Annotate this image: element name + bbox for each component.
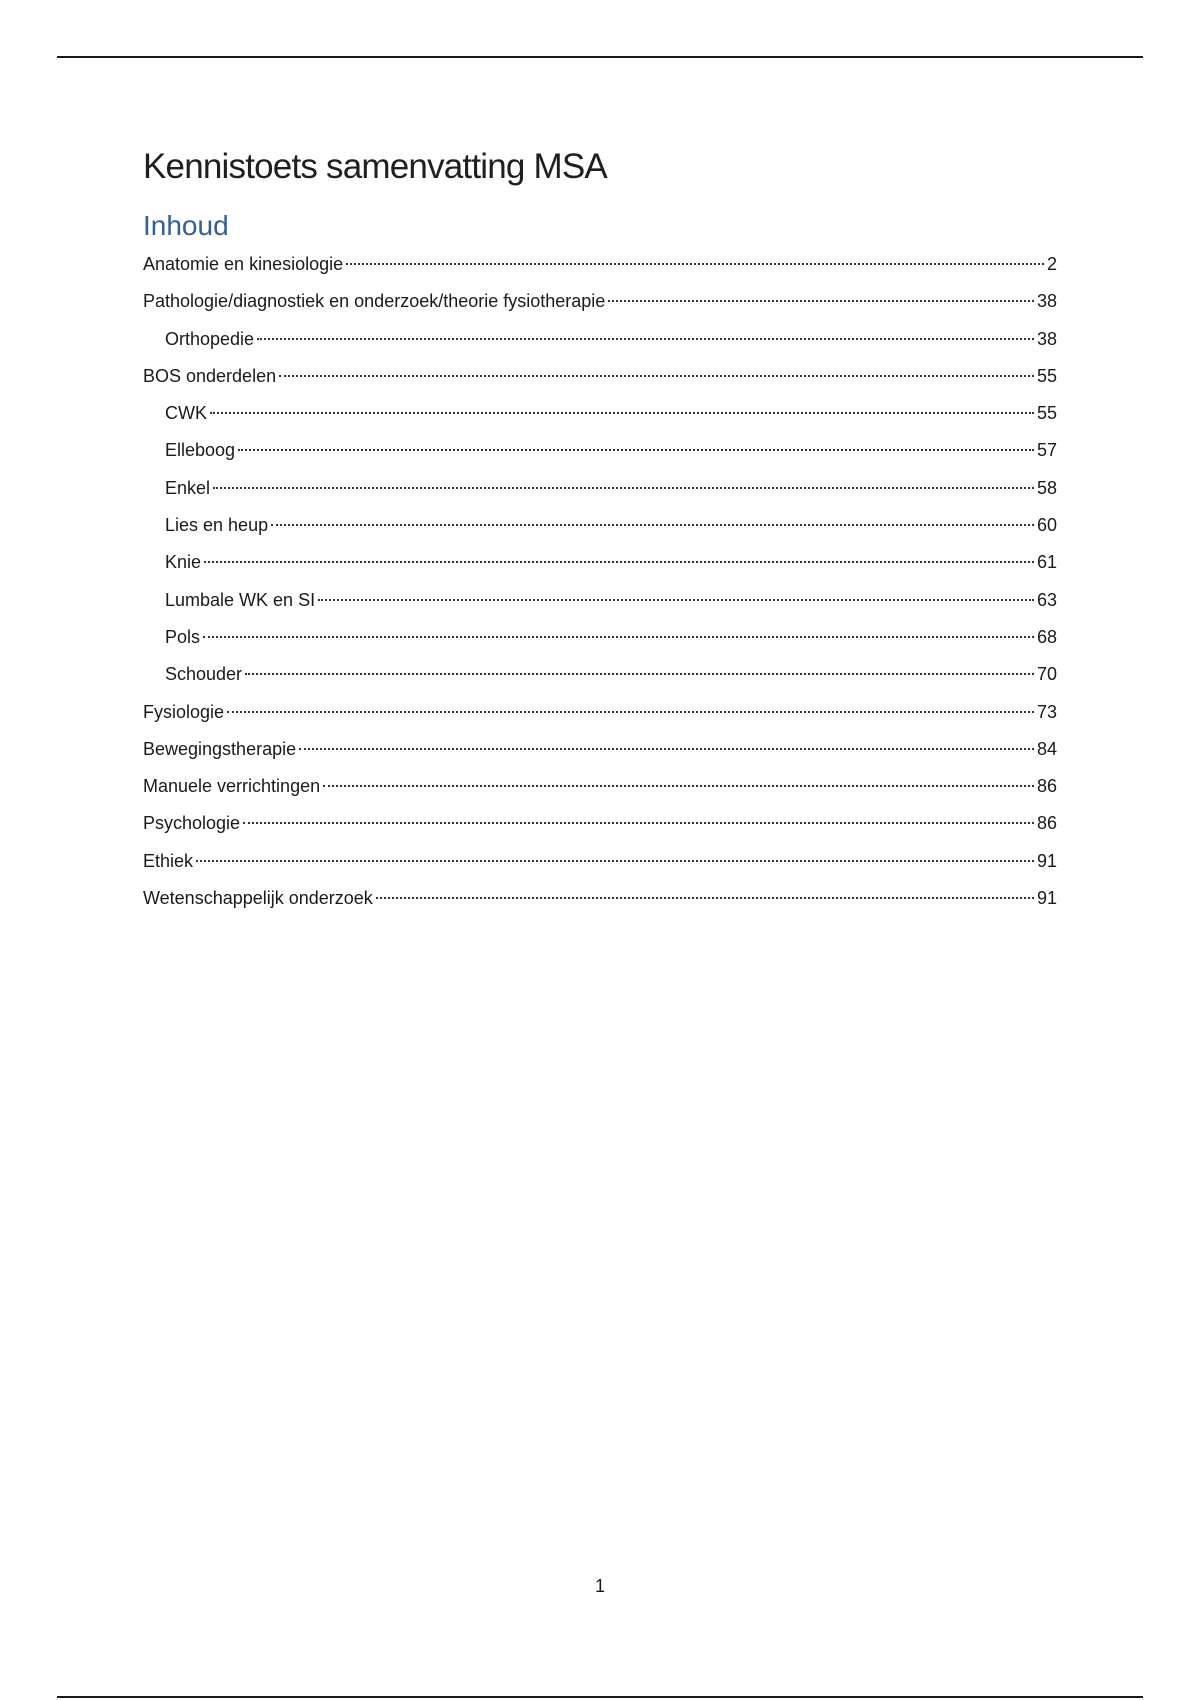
- toc-entry-label: CWK: [165, 403, 207, 424]
- toc-dot-leader: [213, 487, 1034, 489]
- toc-entry-label: Pathologie/diagnostiek en onderzoek/theorie fysiotherapie: [143, 291, 606, 312]
- toc-entry-page-number: 60: [1036, 515, 1057, 536]
- toc-entry-label: Elleboog: [165, 440, 236, 461]
- toc-entry-label: Enkel: [165, 477, 211, 498]
- toc-entry[interactable]: [143, 805, 1057, 842]
- toc-dot-leader: [346, 263, 1044, 265]
- toc-entry-page-number: 91: [1036, 850, 1057, 871]
- toc-entry-page-number: 68: [1036, 626, 1057, 647]
- toc-entry[interactable]: [143, 358, 1057, 395]
- toc-entry-label: Anatomie en kinesiologie: [143, 254, 344, 274]
- toc-entry-label: Fysiologie: [143, 701, 225, 722]
- toc-entry-page-number: 84: [1036, 738, 1057, 759]
- toc-dot-leader: [376, 897, 1034, 899]
- toc-entry[interactable]: [143, 843, 1057, 880]
- toc-entry[interactable]: [143, 395, 1057, 432]
- toc-entry[interactable]: [143, 619, 1057, 656]
- toc-entry[interactable]: [143, 656, 1057, 693]
- toc-dot-leader: [608, 300, 1034, 302]
- toc-entry[interactable]: [143, 321, 1057, 358]
- toc-entry-label: Lies en heup: [165, 515, 269, 536]
- table-of-contents: [143, 246, 1057, 917]
- toc-dot-leader: [210, 412, 1034, 414]
- toc-entry[interactable]: [143, 246, 1057, 283]
- toc-entry-page-number: 91: [1036, 888, 1057, 909]
- toc-entry[interactable]: [143, 283, 1057, 320]
- toc-entry[interactable]: [143, 880, 1057, 917]
- toc-entry-page-number: 55: [1036, 403, 1057, 424]
- toc-dot-leader: [196, 860, 1034, 862]
- header-rule: [57, 56, 1143, 58]
- toc-entry[interactable]: [143, 544, 1057, 581]
- toc-entry[interactable]: [143, 432, 1057, 469]
- toc-entry-page-number: 58: [1036, 477, 1057, 498]
- toc-dot-leader: [271, 524, 1034, 526]
- toc-entry-label: Manuele verrichtingen: [143, 776, 321, 797]
- document-title: Kennistoets samenvatting MSA: [143, 147, 607, 186]
- page-number: 1: [594, 1576, 605, 1596]
- toc-dot-leader: [204, 561, 1034, 563]
- toc-entry-page-number: 86: [1036, 776, 1057, 797]
- toc-entry[interactable]: [143, 470, 1057, 507]
- toc-entry-label: Psychologie: [143, 813, 241, 834]
- toc-entry-label: Ethiek: [143, 850, 194, 871]
- toc-entry-label: Bewegingstherapie: [143, 738, 297, 759]
- toc-heading: Inhoud: [143, 210, 229, 241]
- toc-dot-leader: [257, 338, 1034, 340]
- toc-entry[interactable]: [143, 768, 1057, 805]
- toc-dot-leader: [243, 822, 1034, 824]
- toc-entry-page-number: 38: [1036, 328, 1057, 349]
- toc-entry-page-number: 55: [1036, 365, 1057, 386]
- toc-entry-label: Orthopedie: [165, 328, 255, 349]
- toc-dot-leader: [227, 711, 1034, 713]
- toc-entry-page-number: 2: [1046, 254, 1057, 274]
- toc-entry-label: BOS onderdelen: [143, 365, 277, 386]
- toc-entry-label: Knie: [165, 552, 202, 573]
- toc-entry-page-number: 57: [1036, 440, 1057, 461]
- toc-dot-leader: [245, 673, 1034, 675]
- toc-dot-leader: [203, 636, 1034, 638]
- toc-entry[interactable]: [143, 507, 1057, 544]
- toc-entry-page-number: 86: [1036, 813, 1057, 834]
- footer-rule: [57, 1696, 1143, 1698]
- page-content: [143, 140, 1057, 917]
- toc-dot-leader: [299, 748, 1034, 750]
- toc-entry-page-number: 73: [1036, 701, 1057, 722]
- toc-entry[interactable]: [143, 731, 1057, 768]
- toc-entry-page-number: 61: [1036, 552, 1057, 573]
- toc-dot-leader: [318, 599, 1034, 601]
- toc-dot-leader: [279, 375, 1034, 377]
- toc-entry[interactable]: [143, 694, 1057, 731]
- toc-entry-page-number: 70: [1036, 664, 1057, 685]
- toc-dot-leader: [238, 449, 1034, 451]
- toc-entry-label: Wetenschappelijk onderzoek: [143, 888, 373, 909]
- toc-entry-page-number: 63: [1036, 589, 1057, 610]
- toc-entry-label: Pols: [165, 626, 201, 647]
- toc-entry-label: Schouder: [165, 664, 243, 685]
- toc-dot-leader: [323, 785, 1034, 787]
- toc-entry-page-number: 38: [1036, 291, 1057, 312]
- toc-entry[interactable]: [143, 582, 1057, 619]
- toc-entry-label: Lumbale WK en SI: [165, 589, 316, 610]
